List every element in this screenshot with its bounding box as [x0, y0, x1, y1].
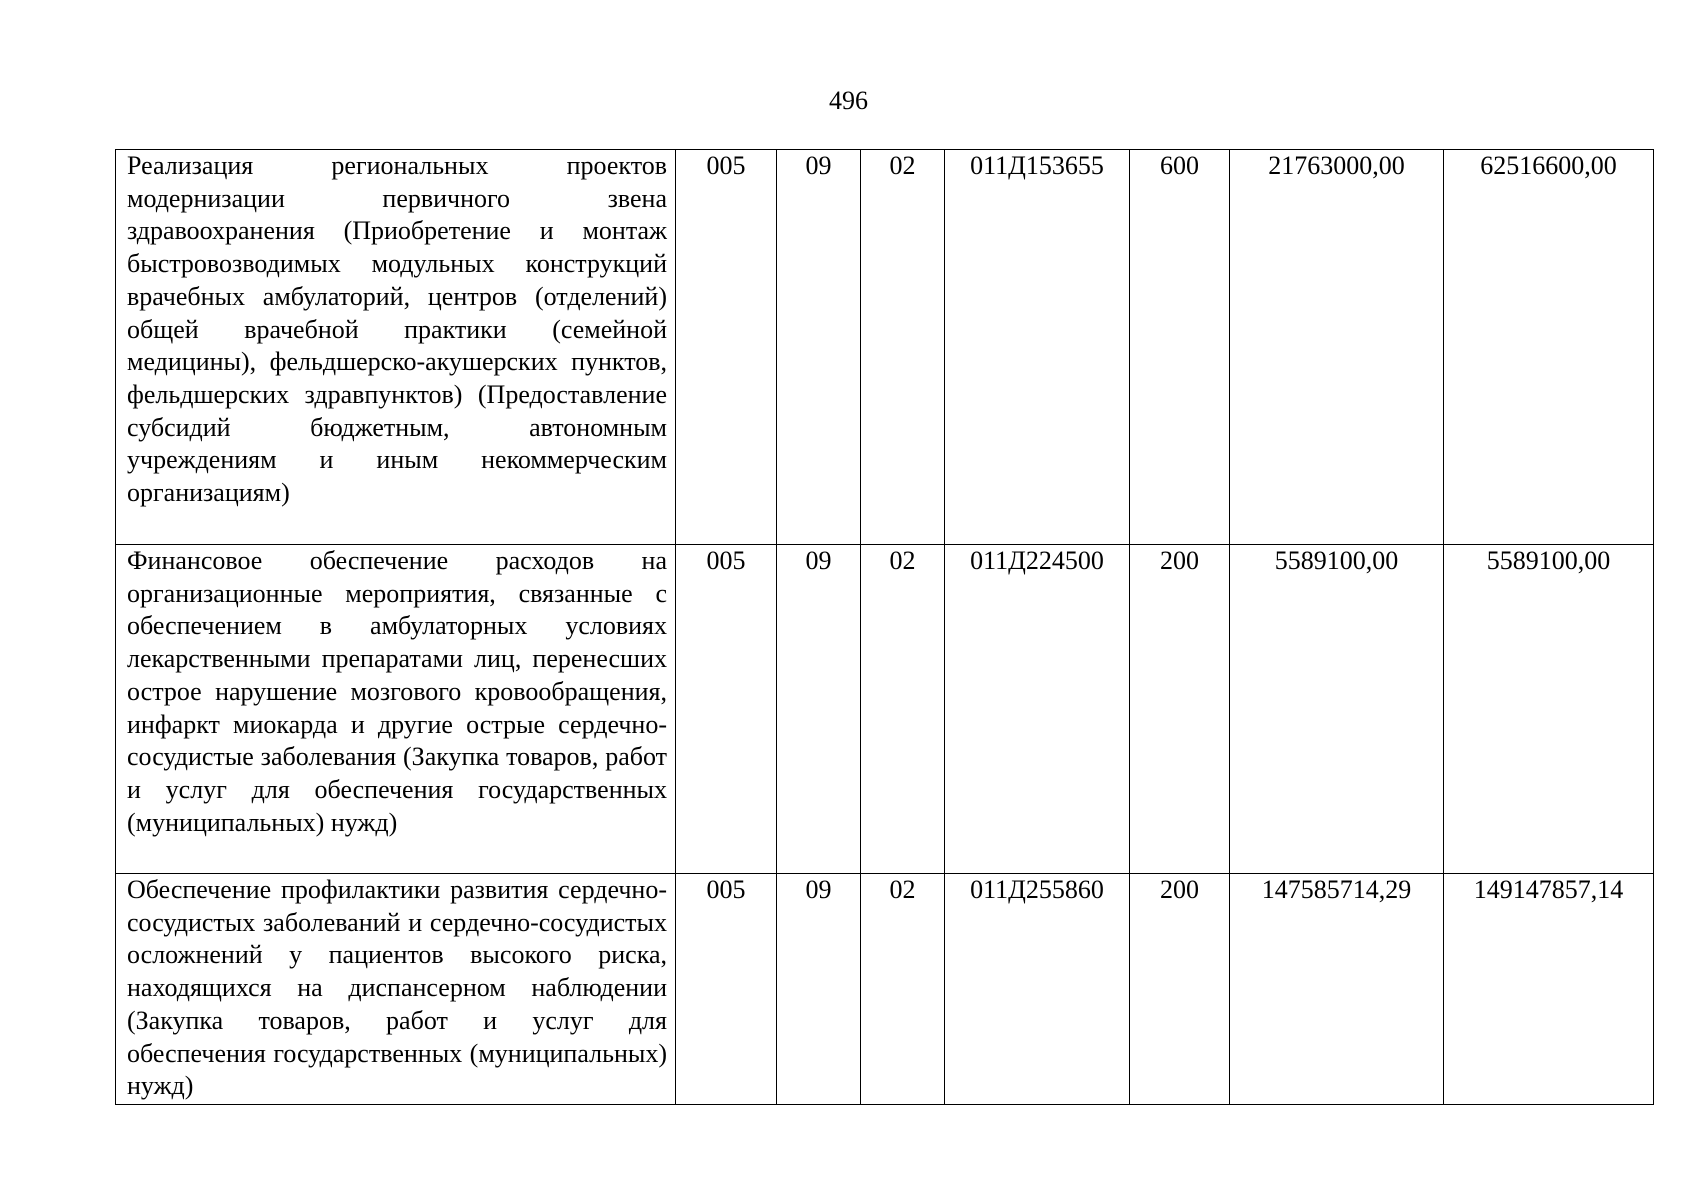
section-cell: 09 — [777, 150, 861, 545]
subsection-cell: 02 — [861, 545, 945, 874]
expense-type-cell: 200 — [1130, 545, 1230, 874]
page-number: 496 — [829, 86, 868, 115]
section-cell: 09 — [777, 545, 861, 874]
table-row — [116, 874, 1654, 1105]
row-description: Реализация региональных проектов модернизации первичного звена здравоохранения (Приобретение и монтаж быстровозводимых модульных конструкций врачебных амбулаторий, центров (отделений) общей врачебной практики (семейной медицины), фельдшерско-акушерских пунктов, фельдшерских здравпунктов) (Предоставление субсидий бюджетным, автономным учреждениям и иным некоммерческим организациям) — [116, 150, 676, 545]
ministry-code-cell: 005 — [676, 150, 777, 545]
subsection-cell: 02 — [861, 150, 945, 545]
budget-table — [115, 149, 1654, 1105]
subsection-cell: 02 — [861, 874, 945, 1105]
target-article-cell: 011Д255860 — [945, 874, 1130, 1105]
expense-type-cell: 600 — [1130, 150, 1230, 545]
expense-type-cell: 200 — [1130, 874, 1230, 1105]
section-cell: 09 — [777, 874, 861, 1105]
row-description: Обеспечение профилактики развития сердечно-сосудистых заболеваний и сердечно-сосудистых осложнений у пациентов высокого риска, находящихся на диспансерном наблюдении (Закупка товаров, работ и услуг для обеспечения государственных (муниципальных) нужд) — [116, 874, 676, 1105]
amount-year-2-cell: 62516600,00 — [1444, 150, 1654, 545]
ministry-code-cell: 005 — [676, 545, 777, 874]
amount-year-2-cell: 149147857,14 — [1444, 874, 1654, 1105]
amount-year-1-cell: 147585714,29 — [1230, 874, 1444, 1105]
ministry-code-cell: 005 — [676, 874, 777, 1105]
amount-year-1-cell: 21763000,00 — [1230, 150, 1444, 545]
target-article-cell: 011Д224500 — [945, 545, 1130, 874]
amount-year-1-cell: 5589100,00 — [1230, 545, 1444, 874]
amount-year-2-cell: 5589100,00 — [1444, 545, 1654, 874]
row-description: Финансовое обеспечение расходов на организационные мероприятия, связанные с обеспечением в амбулаторных условиях лекарственными препаратами лиц, перенесших острое нарушение мозгового кровообращения, инфаркт миокарда и другие острые сердечно-сосудистые заболевания (Закупка товаров, работ и услуг для обеспечения государственных (муниципальных) нужд) — [116, 545, 676, 874]
target-article-cell: 011Д153655 — [945, 150, 1130, 545]
table-row — [116, 150, 1654, 545]
table-row — [116, 545, 1654, 874]
